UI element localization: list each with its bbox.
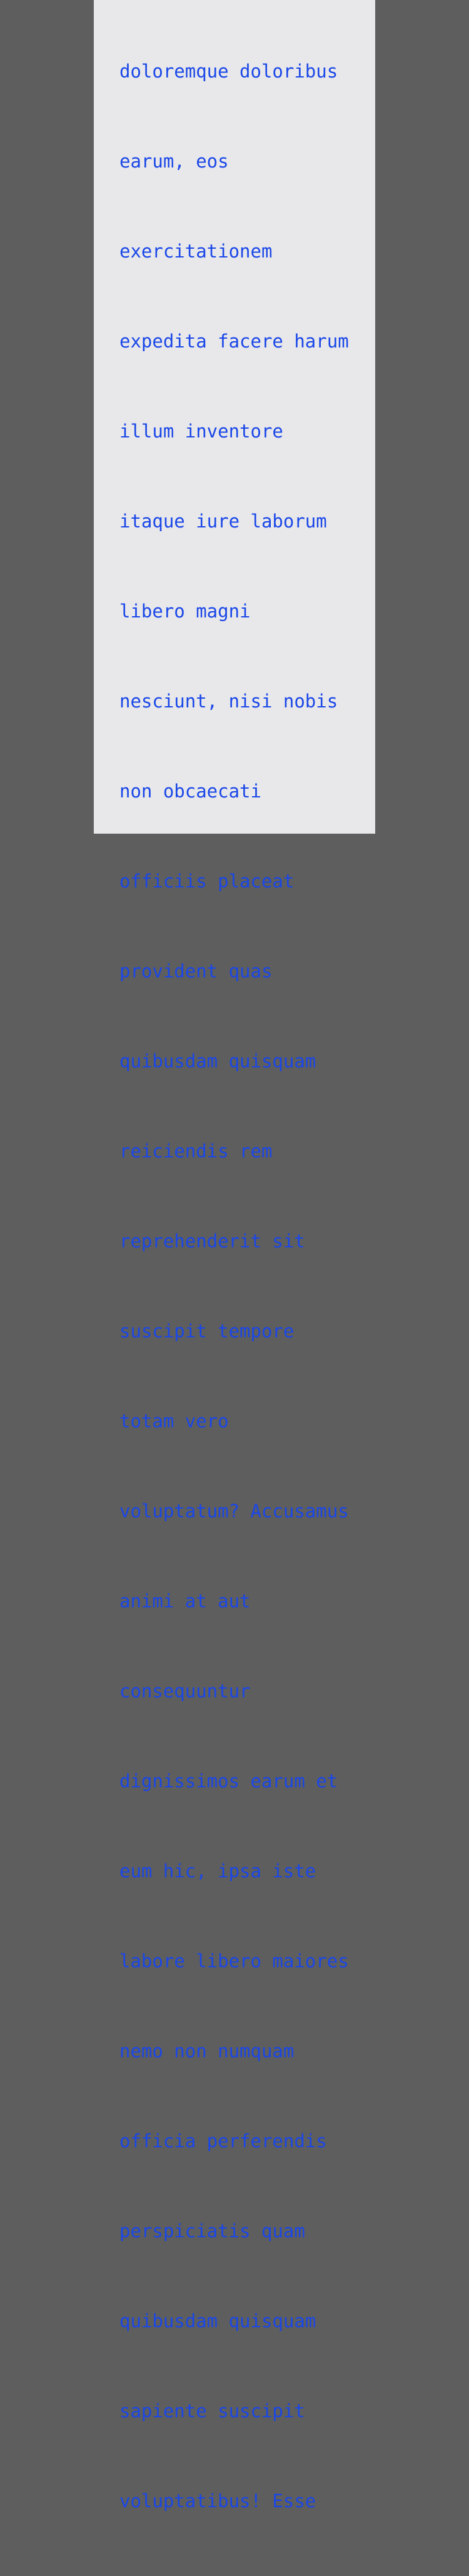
article-line: quibusdam quisquam (119, 1051, 316, 1072)
article-line: sapiente suscipit (119, 2400, 305, 2422)
article-line: doloremque doloribus (119, 61, 338, 82)
article-line: reprehenderit sit (119, 1231, 305, 1252)
article-line: animi at aut (119, 1590, 251, 1612)
article-text (119, 0, 349, 2576)
article-line: dignissimos earum et (119, 1770, 338, 1792)
article-line: nesciunt, nisi nobis (119, 691, 338, 712)
content-panel (94, 0, 375, 2512)
article-line: officia perferendis (119, 2130, 327, 2152)
article-line: officiis placeat (119, 871, 295, 892)
article-line: itaque iure laborum (119, 511, 327, 532)
article-line: quibusdam quisquam (119, 2310, 316, 2332)
article-line: voluptatibus! Esse (119, 2490, 316, 2512)
article-line: voluptatum? Accusamus (119, 1500, 349, 1522)
article-line: exercitationem (119, 241, 273, 262)
article-line: reiciendis rem (119, 1141, 273, 1162)
article-line: labore libero maiores (119, 1950, 349, 1972)
article-line: totam vero (119, 1410, 229, 1432)
article-line: suscipit tempore (119, 1320, 295, 1342)
article-line: expedita facere harum (119, 331, 349, 352)
article-line: perspiciatis quam (119, 2220, 305, 2242)
article-line: illum inventore (119, 421, 283, 442)
article-line: libero magni (119, 601, 251, 622)
article-line: non obcaecati (119, 781, 261, 802)
article-line: eum hic, ipsa iste (119, 1860, 316, 1882)
article-line: nemo non numquam (119, 2040, 295, 2062)
article-line: consequuntur (119, 1680, 251, 1702)
article-line: earum, eos (119, 151, 229, 172)
article-line: provident quas (119, 961, 273, 982)
